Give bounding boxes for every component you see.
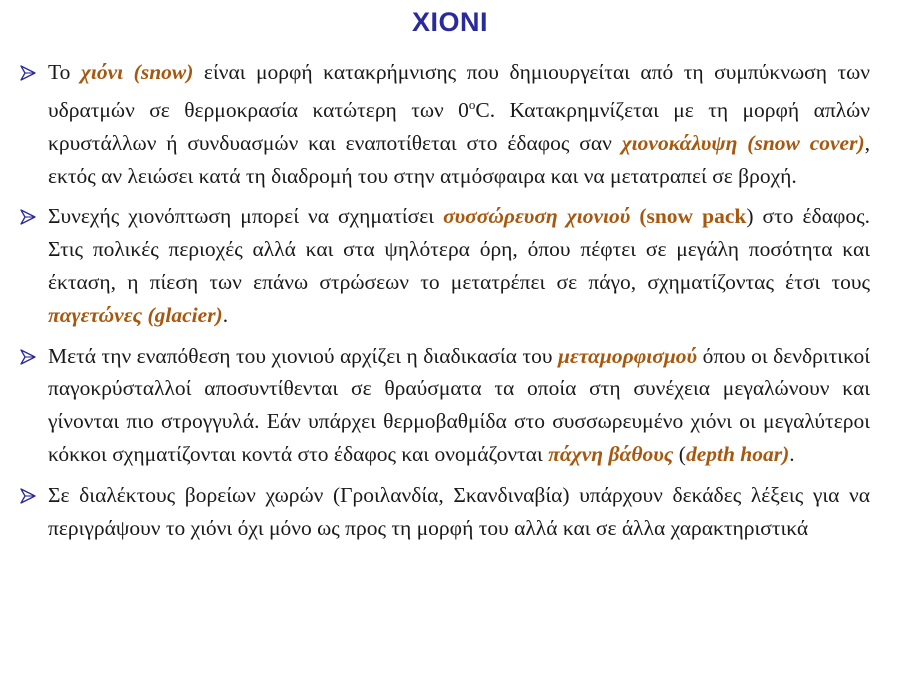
bullet-text: . [222,302,229,327]
bullet-item [18,479,870,545]
highlighted-term: μεταμορφισμού [558,343,698,368]
highlighted-term: πάχνη βάθους [548,441,674,466]
bullet-item [18,340,870,471]
bullet-text: όπου οι δενδριτικοί παγοκρύσταλλοί αποσυντίθενται σε θραύσματα τα οποία στη συνέχεια μεγαλώνουν και γίνονται πιο στρογγυλά. Εάν υπάρχει θερμοβαθμίδα στο συσσωρευμένο χιόνι οι μεγαλύτεροι κόκκοι σχηματίζονται κοντά στο έδαφος και ονομάζονται [48,343,870,466]
bullet-text: . [789,441,795,466]
highlighted-term: χιονοκάλυψη (snow cover) [621,130,865,155]
bullet-text: C. Κατακρημνίζεται με τη μορφή απλών κρυστάλλων ή συνδυασμών και εναποτίθεται στο έδαφος σαν [48,97,870,155]
bullet-item [18,200,870,331]
bullet-text: Μετά την εναπόθεση του χιονιού αρχίζει η διαδικασία του [48,343,558,368]
highlighted-term: χιόνι (snow) [80,60,194,84]
slide-title: ΧΙΟΝΙ [411,7,488,37]
bullet-item [18,56,870,192]
bullet-text: o [468,96,476,112]
arrowhead-bullet-icon [20,488,36,504]
highlighted-term: παγετώνες (glacier) [48,302,223,327]
bullet-text: ) στο έδαφος. Στις πολικές περιοχές αλλά και στα ψηλότερα όρη, όπου πέφτει σε μεγάλη ποσότητα και έκταση, η πίεση των επάνω στρώσεων το μετατρέπει σε πάγο, σχηματίζοντας έτσι τους [48,204,871,294]
highlighted-term: συσσώρευση χιονιού [443,204,631,229]
arrowhead-bullet-icon [20,209,36,225]
bullet-text: Συνεχής χιονόπτωση μπορεί να σχηματίσει [48,204,444,229]
arrowhead-bullet-icon [20,65,36,81]
bullet-text: Σε διαλέκτους βορείων χωρών (Γροιλανδία, Σκανδιναβία) υπάρχουν δεκάδες λέξεις για να περιγράψουν το χιόνι όχι μόνο ως προς τη μορφή του αλλά και σε άλλα χαρακτηριστικά [48,482,870,540]
bullet-text: είναι μορφή κατακρήμνισης που δημιουργείται από τη συμπύκνωση των υδρατμών σε θερμοκρασία κατώτερη των 0 [48,60,870,122]
bullet-text: Το [48,60,81,84]
arrowhead-bullet-icon [20,349,36,365]
bullet-list [18,56,870,552]
highlighted-term: depth hoar) [685,441,790,466]
bullet-text: ( [673,441,686,466]
bullet-text: , εκτός αν λειώσει κατά τη διαδρομή του στην ατμόσφαιρα και να μετατραπεί σε βροχή. [48,130,870,188]
highlighted-term: (snow pack [630,204,747,229]
